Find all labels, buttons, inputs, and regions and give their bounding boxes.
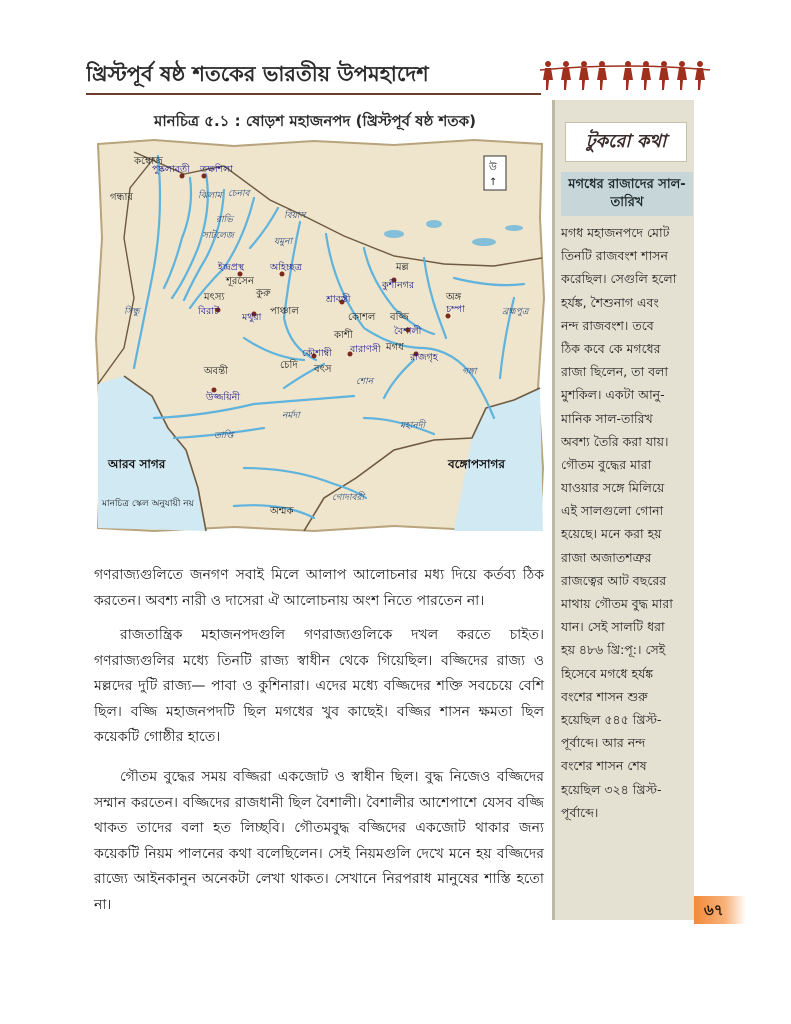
sidebar-line: তিনটি রাজবংশ শাসন [561, 248, 668, 264]
north-label: উ [489, 162, 497, 173]
label-ahichchhatra: অহিচ্ছত্র [270, 262, 302, 273]
label-anga: অঙ্গ [446, 292, 462, 303]
title-rule [86, 93, 541, 95]
sidebar-line: রাজা অজাতশত্রুর [561, 549, 652, 565]
label-kosala: কোশল [348, 312, 376, 323]
label-narmada: নর্মদা [282, 411, 300, 421]
paragraph-2 [94, 623, 544, 751]
label-sindhu: সিন্ধু [124, 307, 140, 317]
sidebar-line: করেছিল। সেগুলি হলো [561, 271, 677, 287]
label-vatsa: বৎস [314, 364, 332, 375]
label-beas: বিয়াস [284, 211, 306, 221]
label-ujjayini: উজ্জয়িনী [206, 392, 241, 403]
map-scale-note: মানচিত্র স্কেল অনুযায়ী নয় [102, 499, 194, 509]
sidebar-line: পূর্বাব্দে। আর নন্দ [561, 735, 646, 751]
label-brahmaputra: ব্রহ্মপুত্র [502, 307, 529, 317]
label-virat: বিরাট [198, 306, 220, 317]
label-rajagriha: রাজগৃহ [410, 352, 438, 363]
label-shon: শোন [356, 377, 373, 387]
label-panchala: পাঞ্চাল [270, 306, 299, 317]
label-sutlej: সাটলেজ [202, 231, 234, 241]
label-chedi: চেদি [280, 360, 298, 371]
sidebar-line: হয়েছিল ৩২৪ খ্রিস্ট- [561, 781, 662, 797]
label-kuru: কুরু [256, 288, 271, 299]
sidebar-line: পূর্বাব্দে। [561, 804, 599, 820]
sidebar-line: অবশ্য তৈরি করা যায়। [561, 433, 669, 449]
sidebar-line: এই সালগুলো গোনা [561, 503, 664, 519]
label-kamboja: কম্বোজ [134, 156, 163, 167]
sidebar-line: মুশকিল। একটা আনু- [561, 387, 665, 403]
sidebar-line: হিসেবে মগধে হর্যঙ্ক [561, 665, 654, 681]
label-ashmaka: অশ্মক [270, 506, 294, 517]
sidebar-heading: টুকরো কথা [565, 122, 687, 162]
sidebar-line: রাজত্বের আট বছরের [561, 572, 667, 588]
label-kashi: কাশী [334, 330, 353, 341]
label-ravi: রাভি [216, 215, 233, 225]
label-ganga: গঙ্গা [462, 367, 477, 377]
label-chenab: চেনাব [228, 189, 250, 199]
label-arabian-sea: আরব সাগর [108, 457, 166, 471]
sidebar-line: গৌতম বুদ্ধের মারা [561, 456, 652, 472]
label-vaishali: বৈশালী [394, 326, 422, 337]
label-avanti: অবন্তী [204, 366, 228, 377]
paragraph-1-text: গণরাজ্যগুলিতে জনগণ সবাই মিলে আলাপ আলোচনার মধ্য দিয়ে কর্তব্য ঠিক করতেন। অবশ্য নারী ও দাসেরা ঐ আলোচনায় অংশ নিতে পারতেন না। [94, 567, 544, 609]
sidebar-line: মাথায় গৌতম বুদ্ধ মারা [561, 596, 673, 611]
sidebar-box [552, 100, 694, 920]
sidebar-line: হয়েছে। মনে করা হয় [561, 526, 662, 542]
label-godavari: গোদাবরী [332, 493, 365, 503]
sidebar-line: যান। সেই সালটি ধরা [561, 619, 665, 635]
label-bay-of-bengal: বঙ্গোপসাগর [448, 457, 505, 471]
sidebar-subheading: মগধের রাজাদের সাল-তারিখ [561, 172, 693, 216]
chapter-title: খ্রিস্টপূর্ব ষষ্ঠ শতকের ভারতীয় উপমহাদেশ [86, 61, 429, 86]
label-tapti: তাপ্তি [214, 431, 234, 441]
sidebar-line: বংশের শাসন শেষ [561, 758, 647, 774]
paragraph-2-text: রাজতান্ত্রিক মহাজনপদগুলি গণরাজ্যগুলিকে দখল করতে চাইত। গণরাজ্যগুলির মধ্যে তিনটি রাজ্য স্বাধীন থেকে গিয়েছিল। বজ্জিদের রাজ্য ও মল্লদের দুটি রাজ্য— পাবা ও কুশিনারা। এদের মধ্যে বজ্জিদের শক্তি সবচেয়ে বেশি ছিল। বজ্জি মহাজনপদটি ছিল মগধের খুব কাছেই। বজ্জির শাসন ক্ষমতা ছিল কয়েকটি গোষ্ঠীর হাতে। [94, 627, 544, 745]
label-yamuna: যমুনা [274, 237, 293, 247]
label-vajji: বজ্জি [390, 312, 409, 323]
north-indicator [484, 156, 506, 190]
label-kaushambi: কৌশাম্বী [302, 348, 332, 359]
north-arrow: ↑ [489, 177, 498, 188]
dancing-figures-decoration [540, 58, 710, 92]
label-mahanadi: মহানদী [400, 421, 426, 431]
label-pushkalavati: পুষ্কলাবতী [152, 164, 190, 175]
sidebar-line: হয় ৪৮৬ খ্রি:পূ:। সেই [561, 642, 666, 658]
sidebar-line: রাজা ছিলেন, তা বলা [561, 364, 669, 380]
paragraph-3-text: গৌতম বুদ্ধের সময় বজ্জিরা একজোট ও স্বাধীন ছিল। বুদ্ধ নিজেও বজ্জিদের সম্মান করতেন। বজ্জিদের রাজধানী ছিল বৈশালী। বৈশালীর আশেপাশে যেসব বজ্জি থাকত তাদের বলা হত লিচ্ছবি। গৌতমবুদ্ধ বজ্জিদের একজোট থাকার জন্য কয়েকটি নিয়ম পালনের কথা বলেছিলেন। সেই নিয়মগুলি দেখে মনে হয় বজ্জিদের রাজ্যে আইনকানুন অনেকটা লেখা থাকত। সেখানে নিরপরাধ মানুষের শাস্তি হতো না। [94, 769, 544, 913]
sidebar-line: নন্দ রাজবংশ। তবে [561, 317, 654, 333]
label-matsya: মৎস্য [204, 292, 225, 303]
mahajanapada-map [94, 138, 546, 532]
label-surasena: শূরসেন [226, 276, 255, 287]
label-jhelum: ঝিলাম [198, 191, 222, 201]
label-mathura: মথুরা [242, 312, 262, 323]
label-indraprastha: ইন্দ্রপ্রস্থ [218, 262, 245, 273]
label-varanasi: বারাণসী [350, 344, 381, 355]
label-shravasti: শ্রাবস্তী [326, 294, 351, 305]
label-champa: চম্পা [446, 304, 465, 315]
sidebar-line: ঠিক কবে কে মগধের [561, 340, 661, 356]
label-takshashila: তক্ষশিলা [200, 164, 233, 175]
sidebar-line: হয়েছিল ৫৪৫ খ্রিস্ট- [561, 711, 662, 727]
sidebar-body [561, 221, 693, 824]
page-number: ৬৭ [694, 896, 746, 924]
sidebar-line: মগধ মহাজনপদে মোট [561, 225, 670, 240]
sidebar-line: বংশের শাসন শুরু [561, 688, 648, 704]
label-gandhara: গন্ধার [110, 192, 133, 203]
label-malla: মল্ল [396, 262, 409, 273]
paragraph-3 [94, 765, 544, 918]
map-caption: মানচিত্র ৫.১ : ষোড়শ মহাজনপদ (খ্রিস্টপূর্ব ষষ্ঠ শতক) [153, 112, 476, 130]
sidebar-line: হর্যঙ্ক, শৈশুনাগ এবং [561, 294, 659, 310]
label-kushinagar: কুশীনগর [382, 280, 415, 291]
sidebar-line: যাওয়ার সঙ্গে মিলিয়ে [561, 480, 665, 496]
label-magadha: মগধ [386, 342, 404, 353]
sidebar-line: মানিক সাল-তারিখ [561, 410, 653, 426]
paragraph-1 [94, 563, 544, 614]
